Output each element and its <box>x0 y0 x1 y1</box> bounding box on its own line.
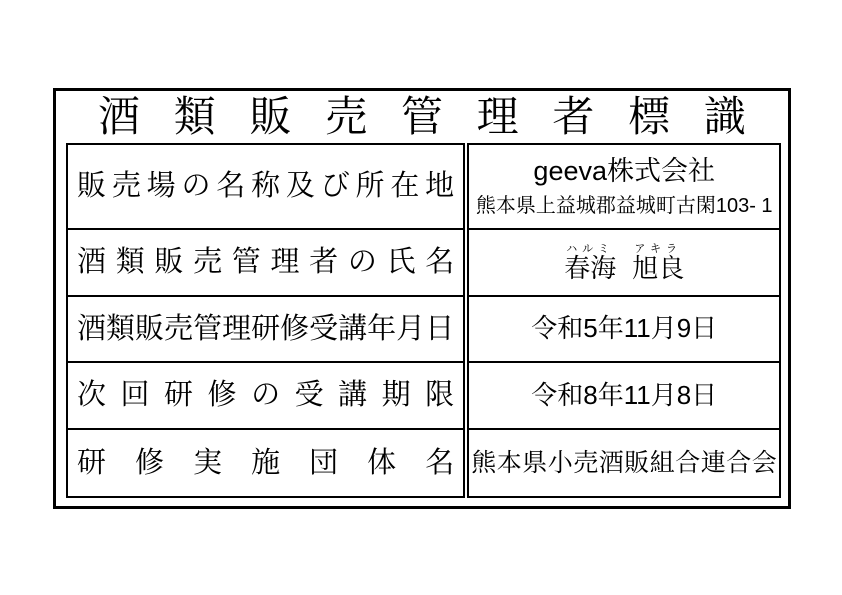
label-manager-name: 酒 類 販 売 管 理 者 の 氏 名 <box>77 246 455 278</box>
value-cell-training-org <box>469 430 779 496</box>
value-cell-manager-name <box>469 230 779 297</box>
value-column <box>467 143 781 498</box>
label-training-org: 研 修 実 施 団 体 名 <box>77 446 455 479</box>
label-next-training-deadline: 次 回 研 修 の 受 講 期 限 <box>77 379 455 411</box>
manager-given-name: 旭良 <box>632 252 685 283</box>
manager-family-name-furigana: ハルミ <box>564 242 617 255</box>
value-cell-store-location <box>469 145 779 230</box>
manager-given-name-ruby <box>632 243 684 283</box>
manager-family-name-ruby <box>564 243 616 283</box>
label-store-location: 販 売 場 の 名 称 及 び 所 在 地 <box>77 170 455 202</box>
value-cell-training-date <box>469 297 779 363</box>
training-org: 熊本県小売酒販組合連合会 <box>471 449 778 477</box>
value-cell-next-training-deadline <box>469 363 779 430</box>
store-name: geeva株式会社 <box>533 155 715 186</box>
label-cell-training-org <box>68 430 463 496</box>
label-cell-training-date <box>68 297 463 363</box>
sign-title-row <box>56 91 788 143</box>
label-cell-store-location <box>68 145 463 230</box>
manager-given-name-furigana: アキラ <box>632 242 685 255</box>
manager-family-name: 春海 <box>564 252 617 283</box>
next-training-deadline: 令和8年11月8日 <box>531 379 718 410</box>
sign-title: 酒 類 販 売 管 理 者 標 識 <box>98 93 746 140</box>
label-cell-manager-name <box>68 230 463 297</box>
training-date: 令和5年11月9日 <box>531 313 718 344</box>
label-training-date: 酒 類 販 売 管 理 研 修 受 講 年 月 日 <box>77 312 455 345</box>
sign-info-table <box>66 143 778 498</box>
manager-name <box>564 243 684 283</box>
label-column <box>66 143 465 498</box>
store-address: 熊本県上益城郡益城町古閑103- 1 <box>475 194 773 217</box>
label-cell-next-training-deadline <box>68 363 463 430</box>
liquor-sales-manager-sign-board <box>53 88 791 509</box>
